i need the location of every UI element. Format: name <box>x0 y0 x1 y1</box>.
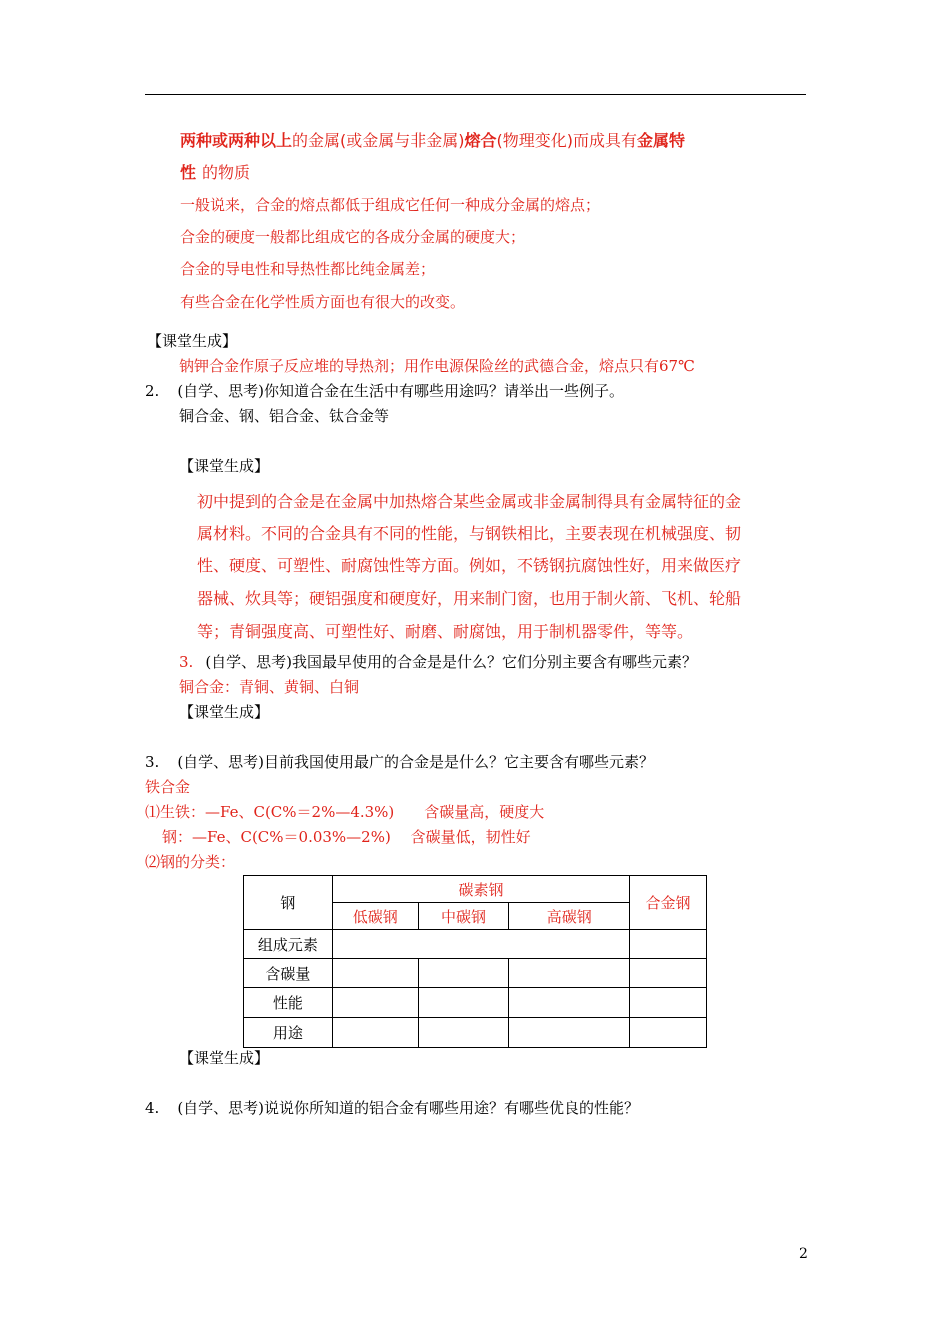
pig-iron-line: ⑴生铁：—Fe、C(C%＝2%—4.3%) 含碳量高，硬度大 <box>145 803 545 821</box>
steel-classification-table <box>243 875 707 1048</box>
header-rule <box>145 94 806 95</box>
para2-line-2: 属材料。不同的合金具有不同的性能，与钢铁相比，主要表现在机械强度、韧 <box>197 524 742 543</box>
question-3b-text: (自学、思考)目前我国使用最广的合金是是什么？它主要含有哪些元素？ <box>177 753 655 771</box>
table-cell <box>509 959 630 988</box>
property-line-1: 一般说来，合金的熔点都低于组成它任何一种成分金属的熔点； <box>180 196 601 214</box>
table-cell <box>630 988 707 1018</box>
table-cell <box>332 988 418 1018</box>
high-carbon-steel-header: 高碳钢 <box>509 903 630 930</box>
table-cell <box>630 1018 707 1048</box>
question-2-number: 2. <box>145 382 160 400</box>
mid-carbon-steel-header: 中碳钢 <box>418 903 509 930</box>
row-header-uses: 用途 <box>244 1018 333 1048</box>
page-number: 2 <box>799 1246 808 1262</box>
table-cell <box>418 959 509 988</box>
question-3a-number: 3. <box>179 653 194 671</box>
property-line-3: 合金的导电性和导热性都比纯金属差； <box>180 260 436 278</box>
question-2-answer: 铜合金、钢、铝合金、钛合金等 <box>179 407 390 425</box>
question-4-number: 4. <box>145 1099 160 1117</box>
table-cell <box>418 1018 509 1048</box>
para2-line-3: 性、硬度、可塑性、耐腐蚀性等方面。例如，不锈钢抗腐蚀性好，用来做医疗 <box>197 556 742 575</box>
para2-line-5: 等；青铜强度高、可塑性好、耐磨、耐腐蚀，用于制机器零件，等等。 <box>197 622 694 641</box>
question-3b-number: 3. <box>145 753 160 771</box>
table-cell <box>509 1018 630 1048</box>
low-carbon-steel-header: 低碳钢 <box>332 903 418 930</box>
carbon-steel-header: 碳素钢 <box>332 876 629 903</box>
row-header-composition: 组成元素 <box>244 930 333 959</box>
question-3b <box>145 751 654 772</box>
steel-line: 钢：—Fe、C(C%＝0.03%—2%) 含碳量低，韧性好 <box>162 828 531 846</box>
table-corner-cell: 钢 <box>244 876 333 930</box>
alloy-steel-header: 合金钢 <box>630 876 707 930</box>
question-4-text: (自学、思考)说说你所知道的铝合金有哪些用途？有哪些优良的性能？ <box>177 1099 640 1117</box>
steel-classification-label: ⑵钢的分类： <box>145 853 236 871</box>
class-gen-label-2: 【课堂生成】 <box>179 457 270 475</box>
definition-line-1: 两种或两种以上的金属(或金属与非金属)熔合(物理变化)而成具有金属特 <box>180 131 686 150</box>
question-3a-answer: 铜合金：青铜、黄铜、白铜 <box>179 678 360 696</box>
class-gen-label-1: 【课堂生成】 <box>147 332 238 350</box>
question-4 <box>145 1097 639 1118</box>
table-cell <box>332 930 629 959</box>
table-cell <box>630 959 707 988</box>
table-cell <box>332 959 418 988</box>
table-cell <box>332 1018 418 1048</box>
question-2 <box>145 380 624 401</box>
question-2-text: (自学、思考)你知道合金在生活中有哪些用途吗？请举出一些例子。 <box>177 382 625 400</box>
question-3a-text: (自学、思考)我国最早使用的合金是是什么？它们分别主要含有哪些元素？ <box>205 653 698 671</box>
para2-line-1: 初中提到的合金是在金属中加热熔合某些金属或非金属制得具有金属特征的金 <box>197 492 742 511</box>
property-line-2: 合金的硬度一般都比组成它的各成分金属的硬度大； <box>180 228 526 246</box>
property-line-4: 有些合金在化学性质方面也有很大的改变。 <box>180 293 466 311</box>
definition-line-2: 性 的物质 <box>180 163 251 182</box>
class-gen-label-4: 【课堂生成】 <box>179 1049 270 1067</box>
question-3b-answer-title: 铁合金 <box>145 778 191 796</box>
row-header-performance: 性能 <box>244 988 333 1018</box>
table-cell <box>418 988 509 1018</box>
table-cell <box>509 988 630 1018</box>
class-gen-label-3: 【课堂生成】 <box>179 703 270 721</box>
question-3a <box>179 651 697 672</box>
para2-line-4: 器械、炊具等；硬铝强度和硬度好，用来制门窗，也用于制火箭、飞机、轮船 <box>197 589 742 608</box>
note-1: 钠钾合金作原子反应堆的导热剂；用作电源保险丝的武德合金，熔点只有67℃ <box>179 357 695 375</box>
row-header-carbon-content: 含碳量 <box>244 959 333 988</box>
table-cell <box>630 930 707 959</box>
